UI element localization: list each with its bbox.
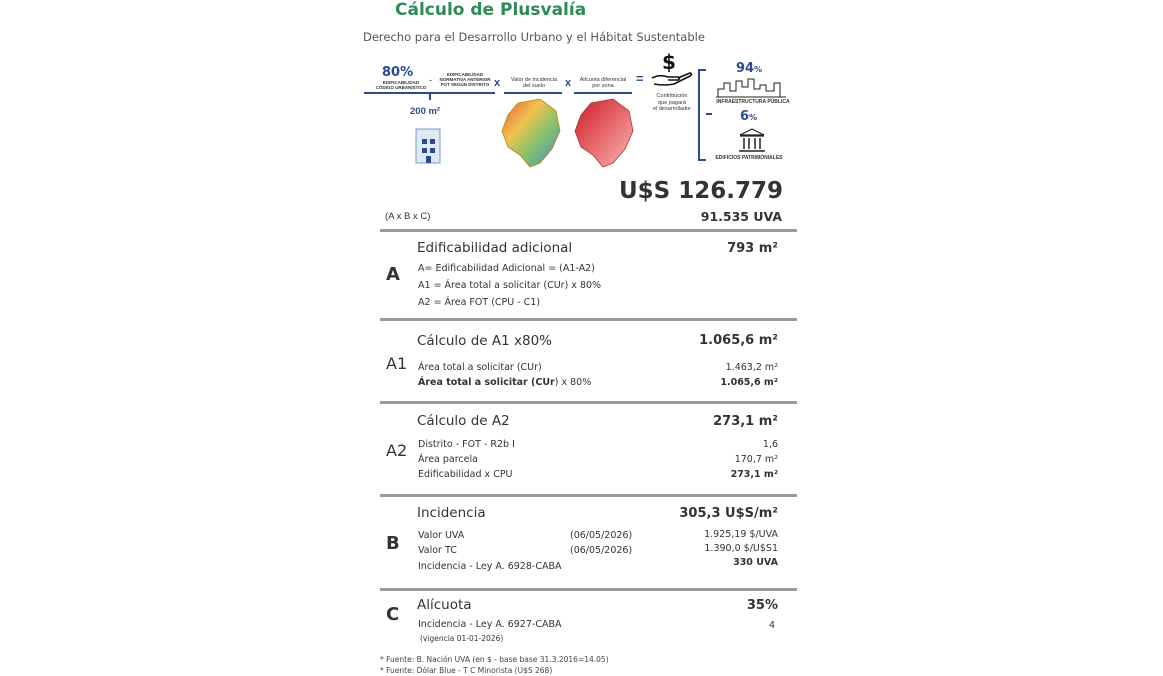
section-a1-value: 1.065,6 m² bbox=[699, 333, 778, 348]
section-a1-heading: Cálculo de A1 x80% bbox=[417, 333, 553, 349]
section-b-row-label: Valor UVA bbox=[418, 530, 465, 541]
section-a2-row-label: Edificabilidad x CPU bbox=[418, 469, 513, 480]
dollar-hand-icon bbox=[650, 52, 696, 88]
svg-text:$: $ bbox=[662, 52, 676, 74]
page-subtitle: Derecho para el Desarrollo Urbano y el Hábitat Sustentable bbox=[363, 30, 705, 44]
section-a2-row-label: Área parcela bbox=[418, 454, 478, 465]
pct-6-label: 6% bbox=[740, 109, 758, 124]
section-c-value: 35% bbox=[746, 598, 778, 613]
pct-94-label: 94% bbox=[736, 61, 763, 76]
section-c-line-label: Incidencia - Ley A. 6927-CABA bbox=[418, 619, 562, 630]
section-a2-row-value: 170,7 m² bbox=[734, 454, 778, 465]
formula-infographic bbox=[360, 52, 800, 175]
divider bbox=[380, 401, 797, 404]
total-usd: U$S 126.779 bbox=[618, 178, 783, 204]
divider bbox=[380, 229, 797, 232]
section-a2-row-label: Distrito - FOT - R2b I bbox=[418, 439, 515, 450]
section-b-row-value: 1.390,0 $/U$S1 bbox=[704, 543, 778, 554]
equals-sign: = bbox=[636, 71, 644, 86]
section-a1-line-1-value: 1.463,2 m² bbox=[725, 362, 778, 373]
contribucion-label: Contribución que pagará el desarrollador bbox=[653, 93, 691, 112]
section-a-letter: A bbox=[386, 264, 400, 285]
divider bbox=[380, 588, 797, 591]
formula-connector bbox=[429, 92, 431, 100]
valor-incidencia-label: Valor de incidencia del suelo bbox=[510, 77, 558, 89]
section-a1-line-2-value: 1.065,6 m² bbox=[720, 377, 778, 388]
section-b-letter: B bbox=[386, 533, 400, 554]
times-sign-1: x bbox=[494, 77, 501, 89]
section-b-value: 305,3 U$S/m² bbox=[679, 506, 778, 521]
section-a-value: 793 m² bbox=[727, 241, 778, 256]
distribution-bracket-tick bbox=[706, 113, 712, 115]
page-title: Cálculo de Plusvalía bbox=[395, 0, 587, 20]
heritage-building-icon bbox=[738, 127, 766, 153]
area-200-label: 200 m² bbox=[410, 106, 441, 117]
section-c-heading: Alícuota bbox=[417, 597, 472, 613]
pct-80-label: 80% bbox=[382, 65, 414, 80]
section-a-line: A1 = Área total a solicitar (CUr) x 80% bbox=[418, 280, 602, 291]
total-formula-label: (A x B x C) bbox=[385, 211, 431, 222]
city-skyline-icon bbox=[716, 77, 786, 99]
footnote: * Fuente: Dólar Blue - T C Minorista (U$S 268) bbox=[380, 666, 553, 675]
formula-underline-3 bbox=[574, 92, 632, 94]
divider bbox=[380, 494, 797, 497]
valor-incidencia-map-icon bbox=[500, 97, 562, 169]
edificios-label: EDIFICIOS PATRIMONIALES bbox=[715, 155, 783, 161]
divider bbox=[380, 318, 797, 321]
section-a2-value: 273,1 m² bbox=[713, 414, 778, 429]
times-sign-2: x bbox=[565, 77, 572, 89]
section-a1-letter: A1 bbox=[386, 354, 408, 373]
section-b-row-date: (06/05/2026) bbox=[570, 545, 633, 556]
footnote: * Fuente: B. Nación UVA (en $ - base base 31.3.2016=14.05) bbox=[380, 655, 609, 664]
total-uva: 91.535 UVA bbox=[700, 209, 782, 224]
section-a-heading: Edificabilidad adicional bbox=[417, 240, 573, 256]
alicuota-map-icon bbox=[573, 97, 635, 169]
plusvalia-page bbox=[360, 0, 800, 676]
building-icon bbox=[412, 125, 448, 165]
section-a-line: A= Edificabilidad Adicional = (A1-A2) bbox=[418, 263, 595, 274]
section-a2-row-value: 1,6 bbox=[762, 439, 778, 450]
section-b-row-value: 1.925,19 $/UVA bbox=[704, 529, 778, 540]
section-a-line: A2 = Área FOT (CPU - C1) bbox=[418, 297, 541, 308]
edif-normativa-label: EDIFICABILIDAD NORMATIVA ANTERIOR FOT SEGÚN DISTRITO bbox=[439, 72, 491, 87]
section-a2-heading: Cálculo de A2 bbox=[417, 413, 510, 429]
section-b-row-label: Valor TC bbox=[418, 545, 457, 556]
formula-underline-2 bbox=[504, 92, 562, 94]
section-b-heading: Incidencia bbox=[417, 505, 486, 521]
alicuota-label: Alícuota diferencial por zona bbox=[579, 77, 627, 89]
section-a2-letter: A2 bbox=[386, 441, 408, 460]
section-c-line-value: 4 bbox=[768, 620, 775, 631]
section-c-letter: C bbox=[386, 604, 400, 625]
section-b-row-date: (06/05/2026) bbox=[570, 530, 633, 541]
infraestructura-label: INFRAESTRUCTURA PÚBLICA bbox=[716, 99, 790, 105]
section-a1-line-2-label: Área total a solicitar (CUr) x 80% bbox=[418, 377, 592, 388]
section-c-note: (vigencia 01-01-2026) bbox=[420, 634, 504, 643]
distribution-bracket bbox=[698, 69, 706, 161]
edif-codigo-label: EDIFICABILIDAD CÓDIGO URBANÍSTICO bbox=[375, 80, 427, 90]
section-a1-line-1-label: Área total a solicitar (CUr) bbox=[418, 362, 542, 373]
minus-sign: - bbox=[429, 75, 432, 85]
section-a2-row-value: 273,1 m² bbox=[730, 469, 778, 480]
section-b-row-value: 330 UVA bbox=[733, 557, 778, 568]
section-b-row-label: Incidencia - Ley A. 6928-CABA bbox=[418, 561, 562, 572]
